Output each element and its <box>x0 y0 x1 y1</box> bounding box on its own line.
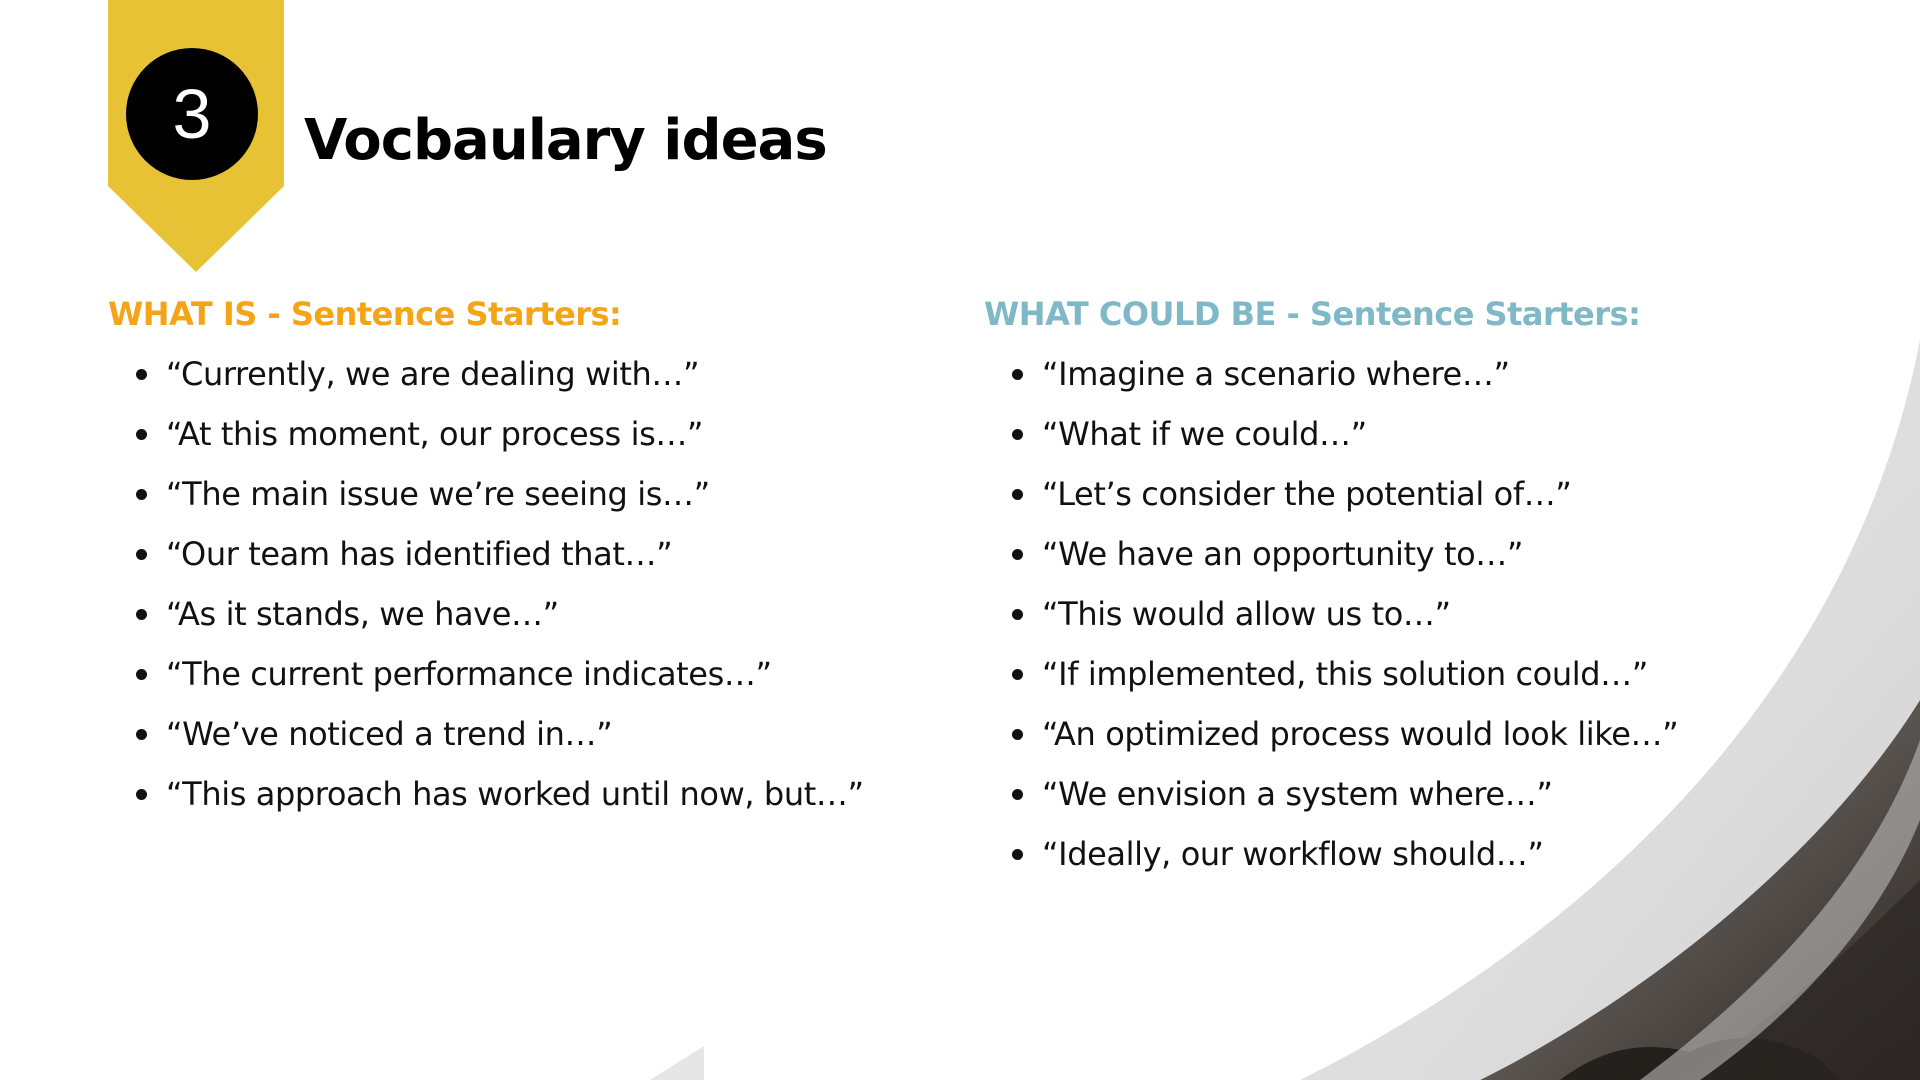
list-item-text: “What if we could…” <box>1042 415 1367 453</box>
list-item-text: “Currently, we are dealing with…” <box>166 355 700 393</box>
bullet-icon <box>136 369 147 380</box>
list-item-text: “As it stands, we have…” <box>166 595 559 633</box>
bullet-icon <box>1012 729 1023 740</box>
bullet-icon <box>1012 369 1023 380</box>
bullet-icon <box>1012 489 1023 500</box>
bullet-icon <box>1012 609 1023 620</box>
list-item <box>984 584 1678 644</box>
list-item <box>984 344 1678 404</box>
what-is-list <box>108 344 864 824</box>
what-could-be-heading: WHAT COULD BE - Sentence Starters: <box>984 295 1641 333</box>
list-item <box>984 464 1678 524</box>
bullet-icon <box>136 549 147 560</box>
list-item <box>984 524 1678 584</box>
bullet-icon <box>136 429 147 440</box>
list-item-text: “We envision a system where…” <box>1042 775 1553 813</box>
bullet-icon <box>1012 849 1023 860</box>
bullet-icon <box>136 489 147 500</box>
list-item-text: “Ideally, our workflow should…” <box>1042 835 1544 873</box>
bullet-icon <box>1012 669 1023 680</box>
bullet-icon <box>1012 429 1023 440</box>
list-item-text: “An optimized process would look like…” <box>1042 715 1679 753</box>
list-item-text: “This approach has worked until now, but…” <box>166 775 864 813</box>
list-item-text: “Our team has identified that…” <box>166 535 673 573</box>
list-item <box>108 404 864 464</box>
list-item <box>108 764 864 824</box>
list-item <box>108 464 864 524</box>
bullet-icon <box>136 789 147 800</box>
list-item <box>984 824 1678 884</box>
what-could-be-column <box>984 292 1678 884</box>
step-number: 3 <box>126 48 258 180</box>
list-item-text: “Let’s consider the potential of…” <box>1042 475 1572 513</box>
list-item <box>108 644 864 704</box>
what-is-heading: WHAT IS - Sentence Starters: <box>108 295 622 333</box>
bullet-icon <box>1012 789 1023 800</box>
bullet-icon <box>136 609 147 620</box>
list-item-text: “This would allow us to…” <box>1042 595 1451 633</box>
bottom-fold-accent <box>650 1046 704 1080</box>
bullet-icon <box>136 729 147 740</box>
list-item-text: “If implemented, this solution could…” <box>1042 655 1648 693</box>
list-item-text: “The current performance indicates…” <box>166 655 772 693</box>
list-item-text: “Imagine a scenario where…” <box>1042 355 1510 393</box>
list-item <box>108 524 864 584</box>
what-is-column <box>108 292 864 824</box>
what-could-be-list <box>984 344 1678 884</box>
list-item <box>984 644 1678 704</box>
list-item-text: “We’ve noticed a trend in…” <box>166 715 613 753</box>
page-title: Vocbaulary ideas <box>304 108 827 173</box>
list-item <box>984 404 1678 464</box>
list-item <box>108 704 864 764</box>
bullet-icon <box>136 669 147 680</box>
list-item <box>984 764 1678 824</box>
list-item <box>984 704 1678 764</box>
bullet-icon <box>1012 549 1023 560</box>
list-item-text: “We have an opportunity to…” <box>1042 535 1524 573</box>
list-item <box>108 584 864 644</box>
list-item-text: “At this moment, our process is…” <box>166 415 704 453</box>
list-item <box>108 344 864 404</box>
list-item-text: “The main issue we’re seeing is…” <box>166 475 710 513</box>
